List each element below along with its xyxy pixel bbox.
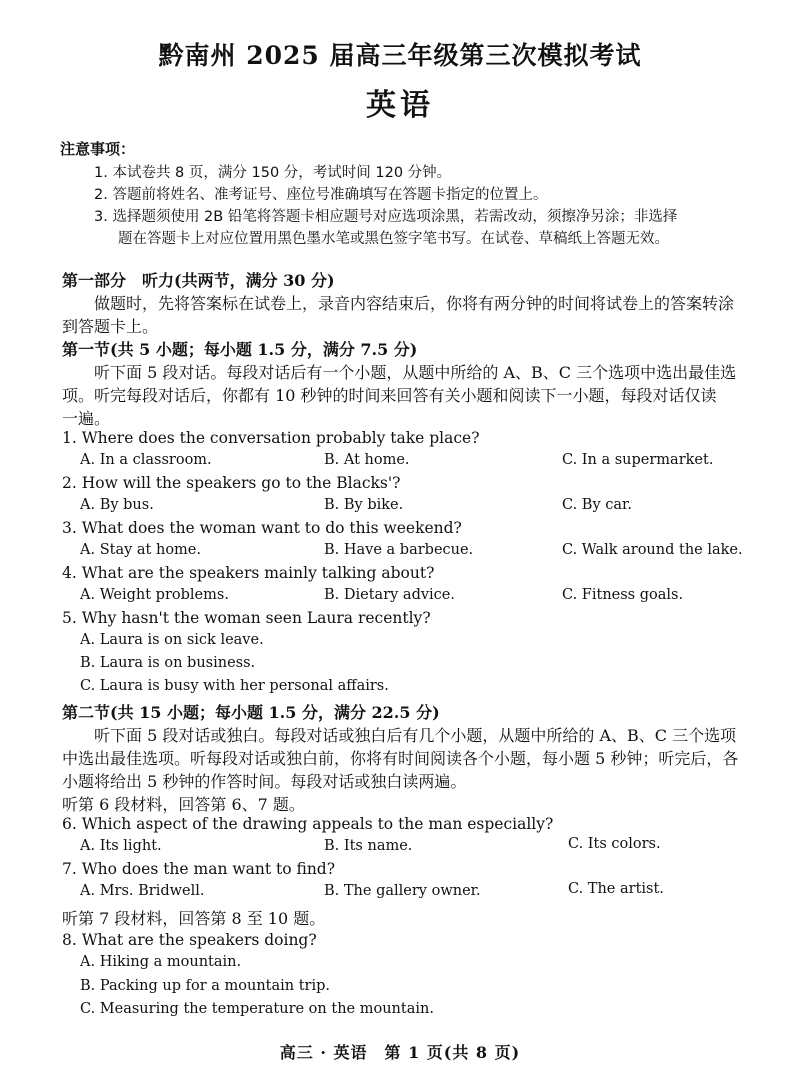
material-7-heading: 听第 7 段材料，回答第 8 至 10 题。 [62, 909, 326, 928]
section2-intro-1: 听下面 5 段对话或独白。每段对话或独白后有几个小题，从题中所给的 A、B、C 三个选项 [94, 726, 737, 745]
q3-option-b: B. Have a barbecue. [324, 542, 474, 558]
section2-intro-3: 小题将给出 5 秒钟的作答时间。每段对话或独白读两遍。 [62, 772, 467, 791]
q1-option-a: A. In a classroom. [80, 452, 212, 468]
question-5: 5. Why hasn't the woman seen Laura recently? [62, 609, 431, 627]
q5-option-c: C. Laura is busy with her personal affairs. [80, 678, 389, 694]
part1-heading: 第一部分 听力(共两节，满分 30 分) [62, 271, 335, 290]
section1-intro-2: 项。听完每段对话后，你都有 10 秒钟的时间来回答有关小题和阅读下一小题，每段对话仅读 [62, 386, 717, 405]
question-4: 4. What are the speakers mainly talking about? [62, 564, 435, 582]
q3-option-c: C. Walk around the lake. [562, 542, 743, 558]
part1-intro-1: 做题时，先将答案标在试卷上，录音内容结束后，你将有两分钟的时间将试卷上的答案转涂 [94, 294, 735, 313]
q8-option-b: B. Packing up for a mountain trip. [80, 978, 331, 994]
q2-option-c: C. By car. [562, 497, 632, 513]
q8-option-a: A. Hiking a mountain. [80, 954, 242, 970]
q1-option-b: B. At home. [324, 452, 410, 468]
notice-heading: 注意事项： [60, 140, 136, 158]
question-8: 8. What are the speakers doing? [62, 931, 317, 949]
q2-option-a: A. By bus. [80, 497, 154, 513]
q4-option-c: C. Fitness goals. [562, 587, 684, 603]
section2-heading: 第二节(共 15 小题；每小题 1.5 分，满分 22.5 分) [62, 703, 440, 722]
q6-option-a: A. Its light. [80, 838, 162, 854]
exam-title: 黔南州 2025 届高三年级第三次模拟考试 [158, 41, 642, 70]
q6-option-b: B. Its name. [324, 838, 413, 854]
question-1: 1. Where does the conversation probably take place? [62, 429, 480, 447]
notice-item-1: 1. 本试卷共 8 页，满分 150 分，考试时间 120 分钟。 [94, 165, 452, 181]
section1-intro-1: 听下面 5 段对话。每段对话后有一个小题，从题中所给的 A、B、C 三个选项中选出最佳选 [94, 363, 737, 382]
q3-option-a: A. Stay at home. [80, 542, 201, 558]
q8-option-c: C. Measuring the temperature on the mountain. [80, 1001, 434, 1017]
notice-item-3: 3. 选择题须使用 2B 铅笔将答题卡相应题号对应选项涂黑，若需改动，须擦净另涂；非选择 [94, 209, 678, 225]
question-2: 2. How will the speakers go to the Blacks'? [62, 474, 401, 492]
page-footer: 高三 · 英语 第 1 页(共 8 页) [279, 1043, 521, 1062]
subject-title: 英语 [366, 88, 434, 123]
part1-intro-2: 到答题卡上。 [62, 317, 159, 336]
q2-option-b: B. By bike. [324, 497, 404, 513]
q5-option-a: A. Laura is on sick leave. [80, 632, 264, 648]
q4-option-b: B. Dietary advice. [324, 587, 455, 603]
q1-option-c: C. In a supermarket. [562, 452, 714, 468]
notice-item-2: 2. 答题前将姓名、准考证号、座位号准确填写在答题卡指定的位置上。 [94, 187, 548, 203]
question-3: 3. What does the woman want to do this weekend? [62, 519, 462, 537]
notice-item-3-cont: 题在答题卡上对应位置用黑色墨水笔或黑色签字笔书写。在试卷、草稿纸上答题无效。 [118, 231, 669, 247]
section1-intro-3: 一遍。 [62, 409, 111, 428]
section2-intro-2: 中选出最佳选项。听每段对话或独白前，你将有时间阅读各个小题，每小题 5 秒钟；听完后，各 [62, 749, 739, 768]
q7-option-b: B. The gallery owner. [324, 883, 481, 899]
q7-option-a: A. Mrs. Bridwell. [80, 883, 205, 899]
question-7: 7. Who does the man want to find? [62, 860, 336, 878]
material-6-heading: 听第 6 段材料，回答第 6、7 题。 [62, 795, 305, 814]
q7-option-c: C. The artist. [568, 881, 664, 897]
section1-heading: 第一节(共 5 小题；每小题 1.5 分，满分 7.5 分) [62, 340, 418, 359]
question-6: 6. Which aspect of the drawing appeals to the man especially? [62, 815, 554, 833]
q4-option-a: A. Weight problems. [80, 587, 229, 603]
q5-option-b: B. Laura is on business. [80, 655, 256, 671]
q6-option-c: C. Its colors. [568, 836, 661, 852]
